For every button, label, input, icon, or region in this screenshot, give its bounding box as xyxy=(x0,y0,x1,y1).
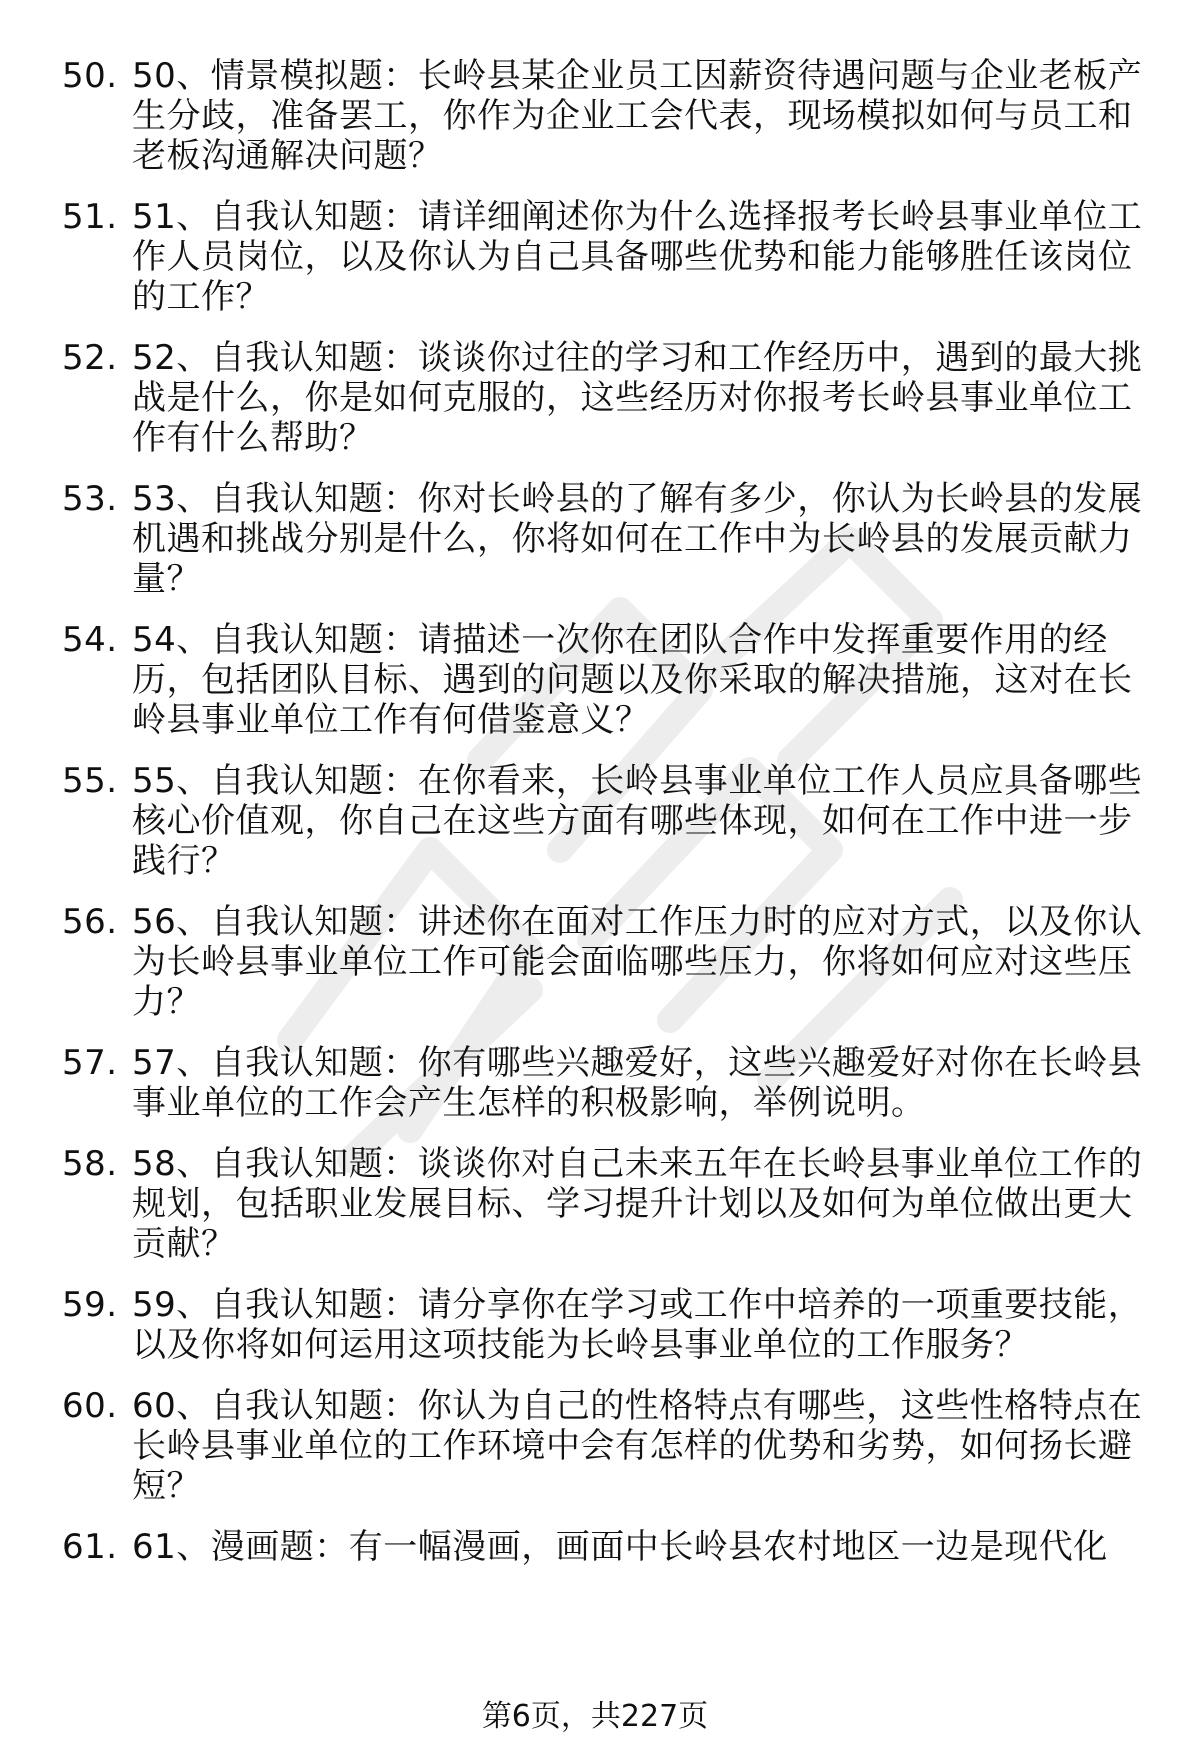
question-number: 52. xyxy=(62,338,118,378)
question-item xyxy=(62,56,1152,176)
question-number: 51. xyxy=(62,197,118,237)
question-text: 51、自我认知题：请详细阐述你为什么选择报考长岭县事业单位工作人员岗位，以及你认为自己具备哪些优势和能力能够胜任该岗位的工作？ xyxy=(132,197,1143,317)
question-item xyxy=(62,479,1152,599)
question-number: 50. xyxy=(62,56,118,96)
question-number: 57. xyxy=(62,1043,118,1083)
page-footer: 第6页，共227页 xyxy=(481,1699,709,1734)
question-text: 60、自我认知题：你认为自己的性格特点有哪些，这些性格特点在长岭县事业单位的工作环境中会有怎样的优势和劣势，如何扬长避短？ xyxy=(132,1386,1143,1506)
question-item xyxy=(62,1527,1152,1567)
question-number: 61. xyxy=(62,1527,118,1567)
question-number: 54. xyxy=(62,620,118,660)
question-text: 58、自我认知题：谈谈你对自己未来五年在长岭县事业单位工作的规划，包括职业发展目标、学习提升计划以及如何为单位做出更大贡献？ xyxy=(132,1144,1143,1264)
question-number: 60. xyxy=(62,1386,118,1426)
question-number: 56. xyxy=(62,902,118,942)
question-text: 59、自我认知题：请分享你在学习或工作中培养的一项重要技能，以及你将如何运用这项技能为长岭县事业单位的工作服务？ xyxy=(132,1285,1143,1365)
question-item xyxy=(62,902,1152,1022)
question-text: 50、情景模拟题：长岭县某企业员工因薪资待遇问题与企业老板产生分歧，准备罢工，你作为企业工会代表，现场模拟如何与员工和老板沟通解决问题？ xyxy=(132,56,1143,176)
question-number: 58. xyxy=(62,1144,118,1184)
question-number: 55. xyxy=(62,761,118,801)
question-text: 53、自我认知题：你对长岭县的了解有多少，你认为长岭县的发展机遇和挑战分别是什么，你将如何在工作中为长岭县的发展贡献力量？ xyxy=(132,479,1143,599)
question-text: 55、自我认知题：在你看来，长岭县事业单位工作人员应具备哪些核心价值观，你自己在这些方面有哪些体现，如何在工作中进一步践行？ xyxy=(132,761,1143,881)
question-item xyxy=(62,1043,1152,1123)
question-text: 61、漫画题：有一幅漫画，画面中长岭县农村地区一边是现代化 xyxy=(132,1527,1108,1567)
question-list xyxy=(62,56,1152,1588)
question-number: 53. xyxy=(62,479,118,519)
question-item xyxy=(62,1386,1152,1506)
question-item xyxy=(62,197,1152,317)
question-text: 54、自我认知题：请描述一次你在团队合作中发挥重要作用的经历，包括团队目标、遇到的问题以及你采取的解决措施，这对在长岭县事业单位工作有何借鉴意义？ xyxy=(132,620,1133,740)
question-item xyxy=(62,620,1152,740)
question-text: 57、自我认知题：你有哪些兴趣爱好，这些兴趣爱好对你在长岭县事业单位的工作会产生怎样的积极影响，举例说明。 xyxy=(132,1043,1143,1123)
question-text: 56、自我认知题：讲述你在面对工作压力时的应对方式，以及你认为长岭县事业单位工作可能会面临哪些压力，你将如何应对这些压力？ xyxy=(132,902,1143,1022)
question-item xyxy=(62,1285,1152,1365)
question-item xyxy=(62,761,1152,881)
question-number: 59. xyxy=(62,1285,118,1325)
question-item xyxy=(62,338,1152,458)
question-text: 52、自我认知题：谈谈你过往的学习和工作经历中，遇到的最大挑战是什么，你是如何克服的，这些经历对你报考长岭县事业单位工作有什么帮助？ xyxy=(132,338,1143,458)
question-item xyxy=(62,1144,1152,1264)
